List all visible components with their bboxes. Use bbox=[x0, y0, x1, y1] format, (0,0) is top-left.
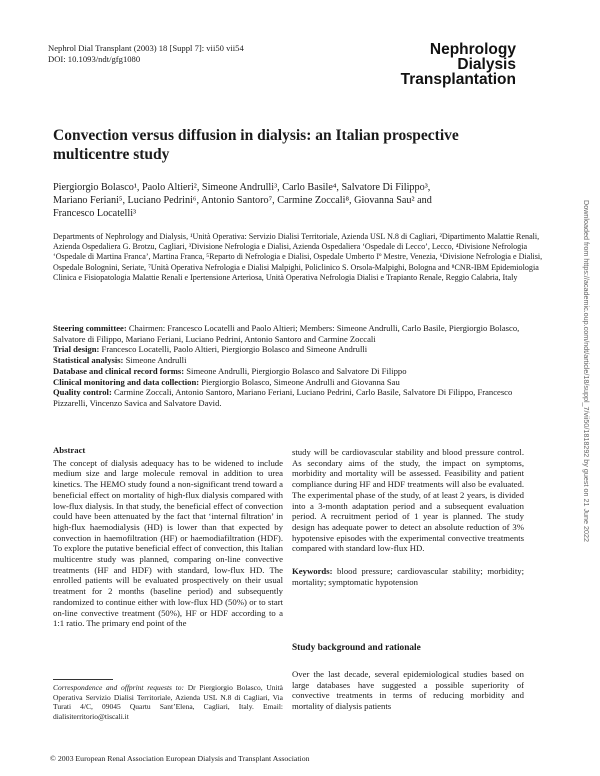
journal-logo bbox=[401, 42, 516, 87]
correspondence-label: Correspondence and offprint requests to: bbox=[53, 683, 184, 692]
article-title bbox=[53, 126, 533, 164]
statistical-analysis bbox=[53, 355, 548, 366]
steering-committee bbox=[53, 323, 548, 344]
keywords-text: blood pressure; cardiovascular stability; morbidity; mortality; symptomatic hypotension bbox=[292, 566, 524, 587]
author-line3: Francesco Locatelli³ bbox=[53, 208, 137, 219]
abstract-right-column bbox=[292, 447, 524, 587]
trial-text: Francesco Locatelli, Paolo Altieri, Piergiorgio Bolasco and Simeone Andrulli bbox=[99, 344, 368, 355]
trial-design bbox=[53, 344, 548, 355]
copyright-footer: © 2003 European Renal Association European Dialysis and Transplant Association bbox=[50, 754, 310, 763]
journal-logo-line3: Transplantation bbox=[400, 71, 516, 88]
author-list bbox=[53, 181, 543, 220]
committee-block bbox=[53, 323, 548, 409]
affiliations: Departments of Nephrology and Dialysis, ¹Unità Operativa: Servizio Dialisi Territoriale, Azienda USL N.8 di Cagliari, ²Dipartimento Malattie Renali, Azienda Ospedaliera G. Brotzu, Cagliari, ³Divisione Nefrologia e Dialisi, Azienda Ospedaliera ‘Ospedale di Lecco’, Lecco, ⁴Divisione Nefrologia ‘Ospedale di Martina Franca’, Martina Franca, ⁵Reparto di Nefrologia e Dialisi, Ospedale Umberto Iº Mestre, Venezia, ⁶Divisione Nefrologia e Dialisi, Ospedale Bolognini, Seriate, ⁷Unità Operativa Nefrologia e Dialisi Malpighi, Policlinico S. Orsola-Malpighi, Bologna and ⁸CNR-IBM Epidemiologia Clinica e Fisiopatologia Malattie Renali e Ipertensione Arteriosa, Unità Operativa Nefrologia Dialisi e Trapianto Renale, Reggio Calabria, Italy bbox=[53, 232, 543, 282]
abstract-text-left: The concept of dialysis adequacy has to be widened to include medium size and large molecule removal in addition to urea kinetics. The HEMO study found a non-significant trend toward a beneficial effect on mortality of high-flux dialysis compared with low-flux dialysis. In that study, the beneficial effect of convection could have been attenuated by the fact that ‘internal filtration’ in high-flux haemodialysis (HD) is lower than that expected by convection in haemofiltration (HF) or haemodiafiltration (HDF). To explore the putative beneficial effect of convection, this Italian multicentre study was planned, comparing on-line convective treatments (HF and HDF) with standard, low-flux HD. The enrolled patients will be evaluated prospectively on their usual treatment for 2 months (baseline period) and subsequently randomized to continue either with low-flux HD (50%) or to start on-line convective treatment (50%), HF or HDF according to a 1:1 ratio. The primary end point of the bbox=[53, 457, 283, 629]
abstract-text-right: study will be cardiovascular stability and blood pressure control. As secondary aims of the study, the impact on symptoms, morbidity and mortality will be assessed. Feasibility and patient compliance during HF and HDF treatments will also be evaluated. The experimental phase of the study, of at least 2 years, is divided into a 3-month adaptation period and a subsequent evaluation period. A recruitment period of 1 year is planned. The study design has adequate power to detect an absolute reduction of 3% hypotensive episodes with the experimental convective treatments compared with standard low-flux HD. bbox=[292, 447, 524, 554]
quality-label: Quality control: bbox=[53, 387, 112, 398]
article-title-line1: Convection versus diffusion in dialysis: an Italian prospective bbox=[53, 127, 459, 144]
keywords-label: Keywords: bbox=[292, 566, 333, 577]
keywords bbox=[292, 566, 524, 587]
doi-line: DOI: 10.1093/ndt/gfg1080 bbox=[48, 54, 141, 64]
steering-text: Chairmen: Francesco Locatelli and Paolo Altieri; Members: Simeone Andrulli, Carlo Basile, Piergiorgio Bolasco, Salvatore di Filippo, Mariano Feriani, Luciano Pedrini, Antonio Santoro and Carmine Zoccali bbox=[53, 323, 520, 344]
journal-logo-line1: Nephrology bbox=[429, 41, 516, 58]
monitor-text: Piergiorgio Bolasco, Simeone Andrulli and Giovanna Sau bbox=[199, 376, 400, 387]
correspondence-note bbox=[53, 683, 283, 722]
running-header bbox=[48, 43, 244, 65]
database-forms bbox=[53, 366, 548, 377]
author-line2: Mariano Feriani⁵, Luciano Pedrini⁶, Antonio Santoro⁷, Carmine Zoccali⁸, Giovanna Sau² and bbox=[53, 195, 432, 206]
journal-logo-line2: Dialysis bbox=[457, 56, 516, 73]
trial-label: Trial design: bbox=[53, 344, 100, 355]
download-sidebar bbox=[583, 200, 593, 620]
monitor-label: Clinical monitoring and data collection: bbox=[53, 376, 200, 387]
section-text: Over the last decade, several epidemiological studies based on large databases have suggested a possible superiority of convective treatments in terms of reducing morbidity and mortality of dialysis patients bbox=[292, 669, 524, 712]
abstract-heading: Abstract bbox=[53, 445, 86, 455]
stats-text: Simeone Andrulli bbox=[123, 355, 187, 366]
steering-label: Steering committee: bbox=[53, 323, 127, 333]
footnote-divider bbox=[53, 679, 113, 680]
stats-label: Statistical analysis: bbox=[53, 355, 124, 366]
quality-text: Carmine Zoccali, Antonio Santoro, Mariano Feriani, Luciano Pedrini, Carlo Basile, Salvatore Di Filippo, Francesco Pizzarelli, Vincenzo Savica and Salvatore David. bbox=[53, 387, 513, 408]
author-line1: Piergiorgio Bolasco¹, Paolo Altieri², Simeone Andrulli³, Carlo Basile⁴, Salvatore Di Filippo³, bbox=[53, 182, 431, 193]
db-text: Simeone Andrulli, Piergiorgio Bolasco and Salvatore Di Filippo bbox=[184, 365, 407, 376]
section-heading: Study background and rationale bbox=[292, 643, 421, 653]
abstract-left-column bbox=[53, 445, 283, 629]
clinical-monitoring bbox=[53, 377, 548, 388]
download-note: Downloaded from https://academic.oup.com/ndt/article/18/suppl_7/vii50/1818292 by guest on 21 June 2022 bbox=[582, 200, 591, 543]
db-label: Database and clinical record forms: bbox=[53, 365, 185, 376]
quality-control bbox=[53, 387, 548, 408]
correspondence-text: Dr Piergiorgio Bolasco, Unità Operativa Servizio Dialisi Territoriale, Azienda USL N.8 di Cagliari, Via Turati 4/C, 09045 Quartu Sant’Elena, Cagliari, Italy. Email: dialisiterritorio@tiscali.it bbox=[53, 683, 283, 722]
citation-line: Nephrol Dial Transplant (2003) 18 [Suppl 7]: vii50 vii54 bbox=[48, 43, 244, 53]
article-title-line2: multicentre study bbox=[53, 146, 170, 163]
